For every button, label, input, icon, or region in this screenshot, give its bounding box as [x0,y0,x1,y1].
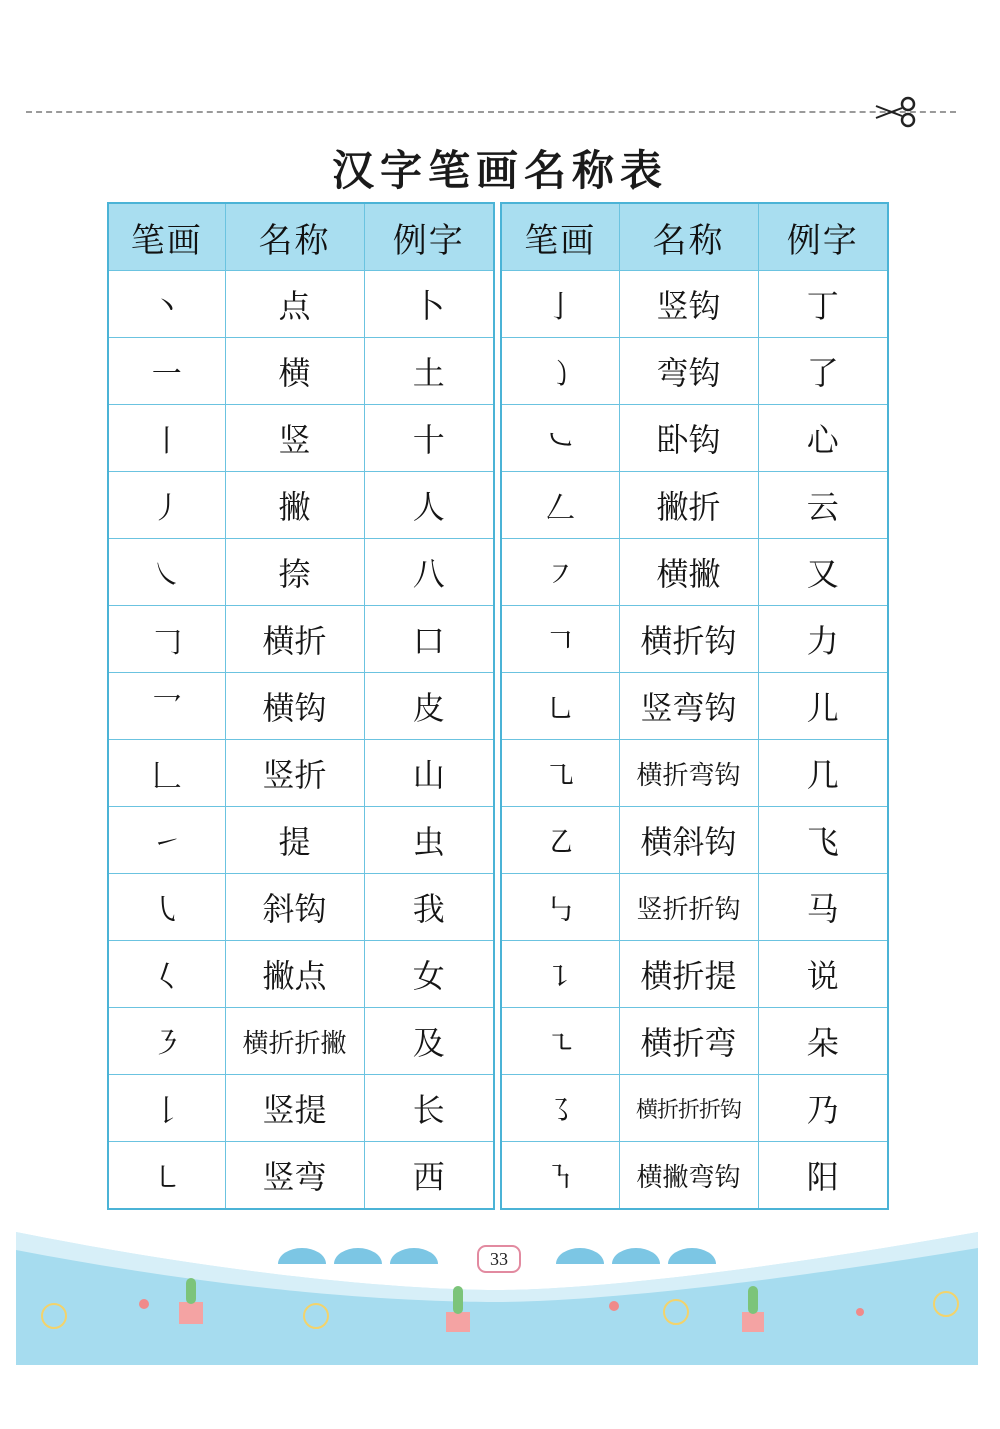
example-cell: 土 [364,338,494,405]
example-cell: 乃 [758,1075,888,1142]
stroke-cell: ㇂ [108,874,225,941]
table-row [108,1008,494,1075]
decorative-footer-banner [16,1220,978,1365]
table-row [501,338,888,405]
stroke-cell: ㇠ [501,807,619,874]
stroke-cell: ㇊ [501,941,619,1008]
name-cell: 竖钩 [619,271,758,338]
name-cell: 点 [225,271,364,338]
example-cell: 飞 [758,807,888,874]
example-cell: 人 [364,472,494,539]
name-cell: 撇折 [619,472,758,539]
example-cell: 西 [364,1142,494,1210]
table-row [108,606,494,673]
page-title: 汉字笔画名称表 [331,146,668,195]
name-cell: 竖 [225,405,364,472]
example-cell: 马 [758,874,888,941]
name-cell: 横折提 [619,941,758,1008]
example-cell: 我 [364,874,494,941]
table-row [501,472,888,539]
table-row [501,405,888,472]
stroke-cell: 丨 [108,405,225,472]
name-cell: 竖折 [225,740,364,807]
table-row [501,941,888,1008]
name-cell: 横斜钩 [619,807,758,874]
example-cell: 皮 [364,673,494,740]
stroke-cell: 一 [108,338,225,405]
table-row [501,1142,888,1210]
table-row [108,405,494,472]
name-cell: 撇点 [225,941,364,1008]
table-row [501,874,888,941]
stroke-cell: 乛 [108,673,225,740]
table-row [501,740,888,807]
name-cell: 横折折折钩 [619,1075,758,1142]
example-cell: 丁 [758,271,888,338]
table-row [108,807,494,874]
table-row [108,1075,494,1142]
table-header-row [501,203,888,271]
example-cell: 阳 [758,1142,888,1210]
table-header-row [108,203,494,271]
name-cell: 斜钩 [225,874,364,941]
name-cell: 提 [225,807,364,874]
name-cell: 撇 [225,472,364,539]
name-cell: 竖提 [225,1075,364,1142]
header-example: 例字 [758,203,888,271]
name-cell: 竖弯 [225,1142,364,1210]
name-cell: 横折折撇 [225,1008,364,1075]
example-cell: 几 [758,740,888,807]
header-stroke: 笔画 [108,203,225,271]
example-cell: 儿 [758,673,888,740]
stroke-table-right [500,202,889,1210]
stroke-cell: 𠃋 [501,472,619,539]
cut-line [26,111,956,113]
name-cell: 横撇 [619,539,758,606]
stroke-cell: ㇋ [108,1008,225,1075]
stroke-cell: ㇀ [108,807,225,874]
name-cell: 竖弯钩 [619,673,758,740]
name-cell: 捺 [225,539,364,606]
stroke-cell: ㇇ [501,539,619,606]
table-row [108,271,494,338]
table-row [501,271,888,338]
example-cell: 又 [758,539,888,606]
name-cell: 竖折折钩 [619,874,758,941]
table-row [501,807,888,874]
stroke-cell: 丿 [108,472,225,539]
stroke-cell: 𠃌 [108,606,225,673]
name-cell: 横折 [225,606,364,673]
name-cell: 横折钩 [619,606,758,673]
page-number: 33 [477,1245,521,1273]
example-cell: 八 [364,539,494,606]
example-cell: 十 [364,405,494,472]
example-cell: 云 [758,472,888,539]
stroke-cell: 亅 [501,271,619,338]
table-row [108,539,494,606]
name-cell: 横折弯 [619,1008,758,1075]
stroke-cell: ㇁ [501,338,619,405]
example-cell: 了 [758,338,888,405]
stroke-cell: ㇄ [108,1142,225,1210]
scissors-icon [874,96,918,128]
header-stroke: 笔画 [501,203,619,271]
example-cell: 山 [364,740,494,807]
stroke-cell: ㇍ [501,1008,619,1075]
example-cell: 口 [364,606,494,673]
table-row [501,673,888,740]
stroke-cell: 𠃊 [108,740,225,807]
stroke-cell: 𡿨 [108,941,225,1008]
name-cell: 横折弯钩 [619,740,758,807]
name-cell: 横撇弯钩 [619,1142,758,1210]
example-cell: 说 [758,941,888,1008]
header-name: 名称 [619,203,758,271]
stroke-cell: 丶 [108,271,225,338]
table-row [501,1008,888,1075]
table-row [108,673,494,740]
stroke-table-left [107,202,495,1210]
table-row [108,941,494,1008]
name-cell: 弯钩 [619,338,758,405]
example-cell: 心 [758,405,888,472]
name-cell: 卧钩 [619,405,758,472]
table-row [501,1075,888,1142]
name-cell: 横钩 [225,673,364,740]
stroke-cell: 𠄌 [108,1075,225,1142]
stroke-cell: ㇉ [501,874,619,941]
name-cell: 横 [225,338,364,405]
table-row [501,606,888,673]
stroke-cell: ㇃ [501,405,619,472]
example-cell: 朵 [758,1008,888,1075]
table-row [108,338,494,405]
table-row [108,740,494,807]
stroke-cell: 𠃍 [501,606,619,673]
table-row [108,1142,494,1210]
header-example: 例字 [364,203,494,271]
table-row [501,539,888,606]
example-cell: 卜 [364,271,494,338]
example-cell: 女 [364,941,494,1008]
stroke-cell: ㇎ [501,1142,619,1210]
table-row [108,874,494,941]
stroke-cell: ㇟ [501,673,619,740]
stroke-cell: ㇏ [108,539,225,606]
header-name: 名称 [225,203,364,271]
stroke-cell: ㇌ [501,1075,619,1142]
example-cell: 力 [758,606,888,673]
example-cell: 及 [364,1008,494,1075]
table-row [108,472,494,539]
example-cell: 长 [364,1075,494,1142]
example-cell: 虫 [364,807,494,874]
stroke-cell: ㇈ [501,740,619,807]
